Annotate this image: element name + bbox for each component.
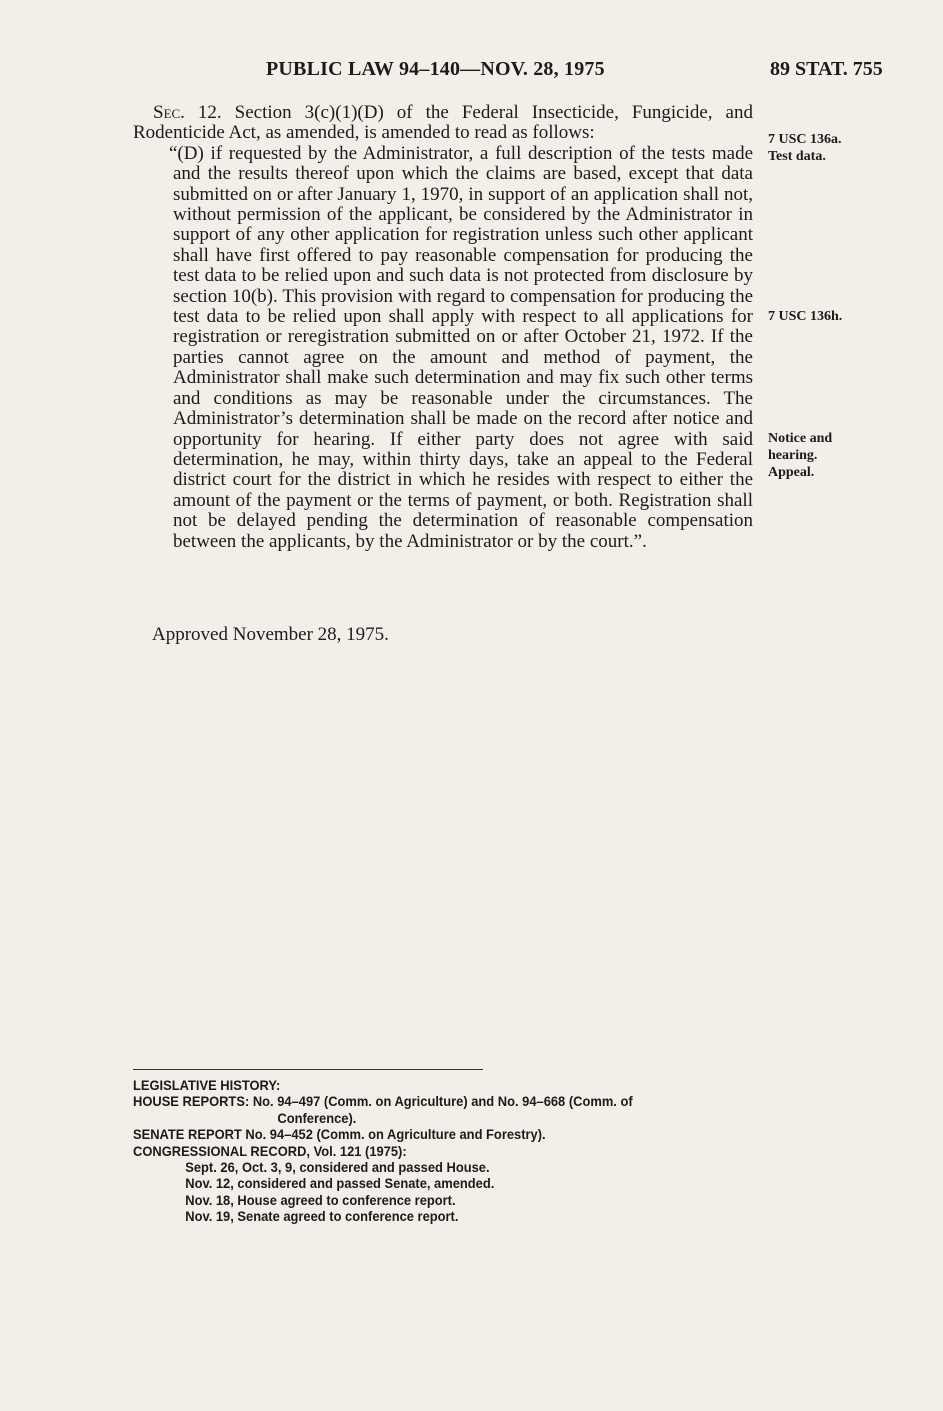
record-entry: Sept. 26, Oct. 3, 9, considered and passed House. xyxy=(185,1160,490,1176)
congressional-record: CONGRESSIONAL RECORD, Vol. 121 (1975): xyxy=(133,1143,407,1159)
record-entry: Nov. 18, House agreed to conference report. xyxy=(185,1192,456,1208)
house-reports-continued: Conference). xyxy=(277,1110,357,1126)
section-body xyxy=(133,103,753,552)
margin-note-usc-136a xyxy=(768,131,842,165)
house-reports: HOUSE REPORTS: No. 94–497 (Comm. on Agriculture) and No. 94–668 (Comm. of xyxy=(133,1094,633,1110)
record-entry: Nov. 19, Senate agreed to conference report. xyxy=(185,1209,459,1225)
section-intro xyxy=(133,103,753,144)
senate-report: SENATE REPORT No. 94–452 (Comm. on Agriculture and Forestry). xyxy=(133,1127,546,1143)
approved-date: Approved November 28, 1975. xyxy=(152,624,389,645)
section-intro-text: 12. Section 3(c)(1)(D) of the Federal Insecticide, Fungicide, and Rodenticide Act, as amended, is amended to read as follows: xyxy=(133,102,753,144)
section-label: Sec. xyxy=(153,102,185,123)
margin-note-line: hearing. xyxy=(768,448,818,463)
bleed-through-text xyxy=(140,690,760,1090)
margin-note-line: 7 USC 136a. xyxy=(768,132,842,147)
legislative-history-heading: LEGISLATIVE HISTORY: xyxy=(133,1078,281,1093)
margin-note-line: Appeal. xyxy=(768,465,815,480)
margin-note-line: Test data. xyxy=(768,149,826,164)
bleed-through-block xyxy=(140,690,760,1090)
margin-note-line: 7 USC 136h. xyxy=(768,309,843,324)
legislative-history xyxy=(133,1078,722,1226)
margin-note-line: Notice and xyxy=(768,431,833,446)
amended-text: “(D) if requested by the Administrator, a full description of the tests made and the results thereof upon which the claims are based, except that data submitted on or after January 1, 1970, in support of an application shall not, without permission of the applicant, be considered by the Administrator in support of any other application for registration unless such other applicant shall have first offered to pay reasonable compensation for producing the test data to be relied upon and such data is not protected from disclosure by section 10(b). This provision with regard to compensation for producing the test data to be relied upon shall apply with respect to all applications for registration or reregistration submitted on or after October 21, 1972. If the parties cannot agree on the amount and method of payment, the Administrator shall make such determination and may fix such other terms and conditions as may be reasonable under the circumstances. The Administrator’s determination shall be made on the record after notice and opportunity for hearing. If either party does not agree with said determination, he may, within thirty days, take an appeal to the Federal district court for the district in which he resides with respect to either the amount of the payment or the terms of payment, or both. Registration shall not be delayed pending the determination of reasonable compensation between the applicants, by the Administrator or by the court.”. xyxy=(169,142,753,552)
record-entry: Nov. 12, considered and passed Senate, amended. xyxy=(185,1176,495,1192)
margin-note-notice-hearing xyxy=(768,430,832,481)
page-header-title: PUBLIC LAW 94–140—NOV. 28, 1975 xyxy=(266,58,605,80)
divider-rule xyxy=(133,1069,483,1070)
page-header-stat: 89 STAT. 755 xyxy=(770,58,883,80)
margin-note-usc-136h xyxy=(768,308,842,325)
